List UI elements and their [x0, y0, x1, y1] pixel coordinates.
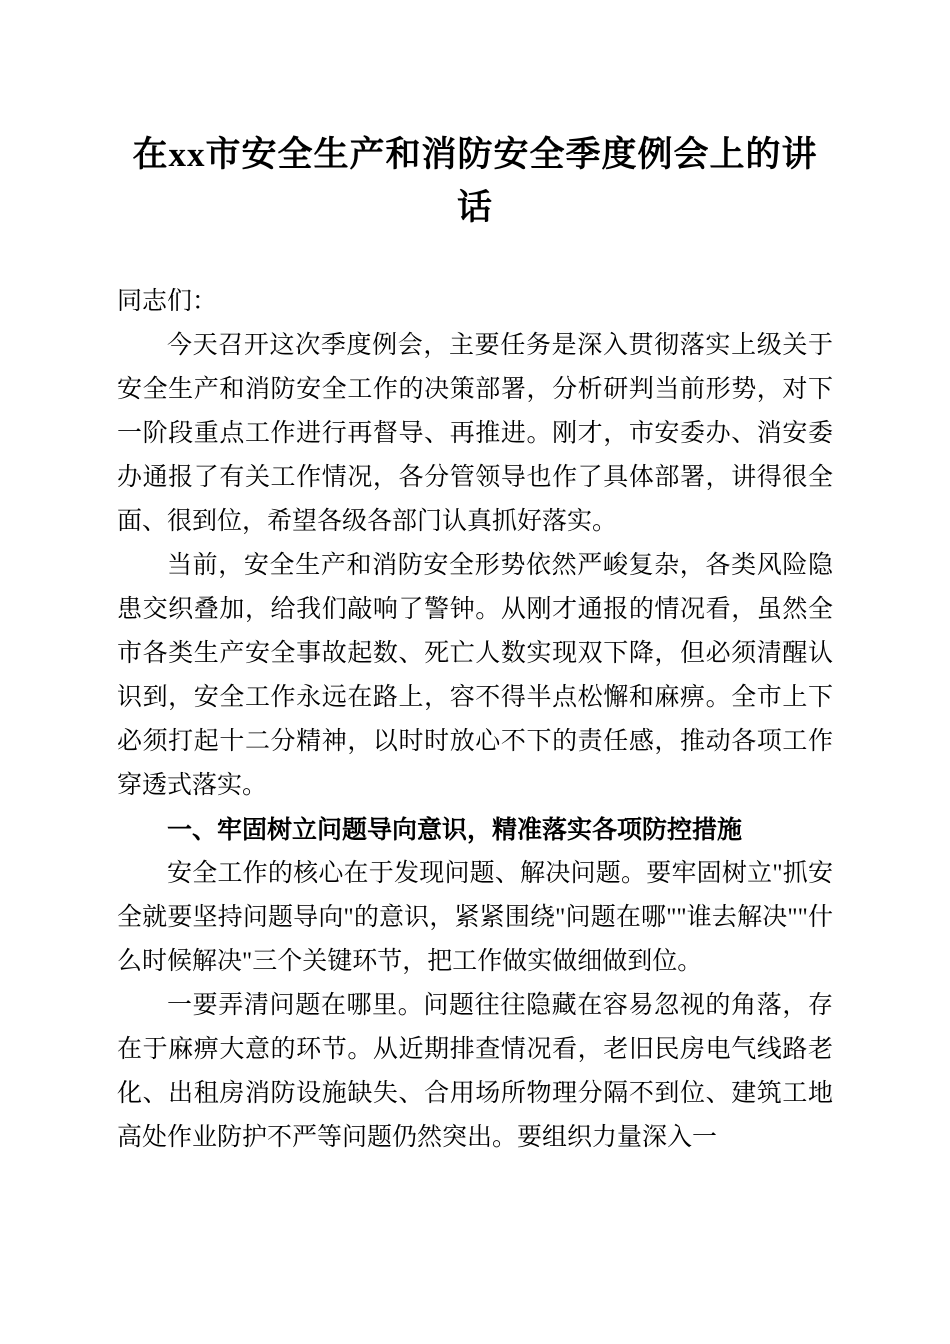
paragraph: 安全工作的核心在于发现问题、解决问题。要牢固树立"抓安全就要坚持问题导向"的意识，紧紧围绕"问题在哪""谁去解决""什么时候解决"三个关键环节，把工作做实做细做到位。: [117, 860, 833, 975]
section-heading: 一、牢固树立问题导向意识，精准落实各项防控措施: [167, 816, 743, 844]
paragraph: 当前，安全生产和消防安全形势依然严峻复杂，各类风险隐患交织叠加，给我们敲响了警钟。从刚才通报的情况看，虽然全市各类生产安全事故起数、死亡人数实现双下降，但必须清醒认识到，安全工作永远在路上，容不得半点松懈和麻痹。全市上下必须打起十二分精神，以时时放心不下的责任感，推动各项工作穿透式落实。: [117, 552, 833, 799]
paragraph: 一要弄清问题在哪里。问题往往隐藏在容易忽视的角落，存在于麻痹大意的环节。从近期排查情况看，老旧民房电气线路老化、出租房消防设施缺失、合用场所物理分隔不到位、建筑工地高处作业防护不严等问题仍然突出。要组织力量深入一: [117, 992, 833, 1151]
paragraph: 今天召开这次季度例会，主要任务是深入贯彻落实上级关于安全生产和消防安全工作的决策部署，分析研判当前形势，对下一阶段重点工作进行再督导、再推进。刚才，市安委办、消安委办通报了有关工作情况，各分管领导也作了具体部署，讲得很全面、很到位，希望各级各部门认真抓好落实。: [117, 332, 833, 535]
salutation: 同志们：: [117, 288, 218, 315]
document-title: 在xx市安全生产和消防安全季度例会上的讲话: [132, 135, 818, 227]
document-body: [117, 280, 833, 1160]
